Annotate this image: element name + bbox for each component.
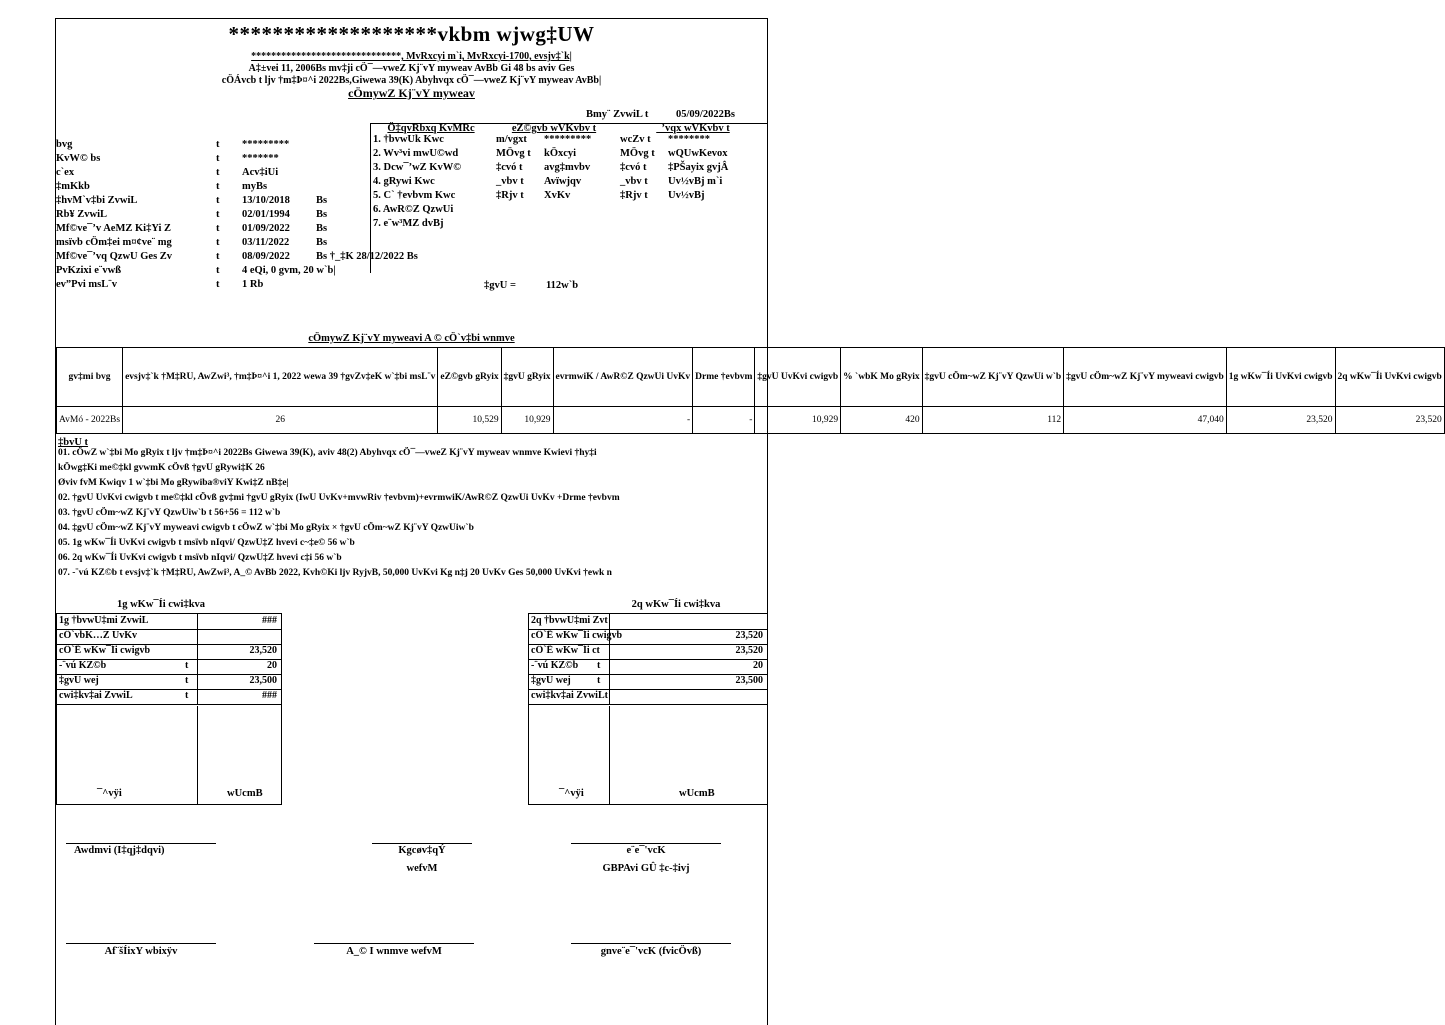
permanent-address-row [618,162,768,176]
signature-internal-audit: Af¨šÍixY wbixÿv [104,946,178,957]
note-line: 03. †gvU cÖm~wZ Kj¨vY QzwUiw`b t 56+56 = 112 w`b [58,508,281,518]
column-header: eZ©gvb gRyix [438,348,501,407]
inst2-colon: t [597,660,601,671]
header-line-4: cÖmywZ Kj¨vY myweav [348,86,475,100]
inst2-colon: t [597,675,601,686]
info-row [56,279,356,293]
installment-2-initial: wUcmB [679,788,715,799]
column-header: gv‡mi bvg [57,348,123,407]
inst1-colon: t [185,675,189,686]
info-row [56,181,356,195]
column-header: evrmwiK / AwR©Z QzwUi UvKv [553,348,693,407]
table-cell: - [553,407,693,434]
inst2-row [529,614,767,630]
inst1-colon: t [185,690,189,701]
inst1-label: ‡gvU wej [59,675,99,686]
divider [197,706,198,804]
permanent-address-row-label: _vbv t [620,176,648,187]
inst1-colon: t [185,660,189,671]
divider [197,689,198,704]
installment-2-sign: ¯^vÿi [559,788,584,799]
info-label: Mf©ve¯’vq QzwU Ges Zv [56,251,173,262]
column-header: evsjv‡`k †M‡RU, AwZwi³, †m‡Þ¤^i 1, 2022 wewa 39 †gvZv‡eK w`‡bi msL¨v [123,348,438,407]
info-colon: t [216,237,220,248]
signature-accounts: A_© I wnmve wefvM [346,946,442,957]
info-colon: t [216,265,220,276]
table-cell: 10,929 [755,407,841,434]
info-value: 4 eQi, 0 gvm, 20 w`b| [242,265,336,276]
current-address-row [494,190,614,204]
inst2-value: 20 [753,660,763,671]
inst2-value: 23,500 [735,675,763,686]
inst2-row [529,674,767,690]
table-title: cÖmywZ Kj¨vY myweavi A © cÖ`v‡bi wnmve [308,333,515,344]
divider [609,674,610,689]
inst1-label: cÖ`vbK…Z UvKv [59,630,138,641]
divider [609,629,610,644]
current-address-row [494,148,614,162]
current-address [494,123,614,204]
info-row [56,251,418,265]
table-cell: AvMó - 2022Bs [57,407,123,434]
column-header: ‡gvU cÖm~wZ Kj¨vY QzwUi w`b [922,348,1064,407]
permanent-address-row [618,176,768,190]
divider [197,674,198,689]
info-unit: Bs [316,237,328,248]
inst2-value: 23,520 [735,630,763,641]
info-value: 08/09/2022 [242,251,290,262]
info-value: 1 Rb [242,279,264,290]
signature-line [314,943,474,944]
info-row [56,237,356,251]
required-doc-item: 6. AwR©Z QzwUi [373,204,454,215]
inst1-label: 1g †bvwU‡mi ZvwiL [59,615,149,626]
installment-1-box [56,613,282,805]
inst2-label: cwi‡kv‡ai ZvwiLt [531,690,608,701]
table-cell: 23,520 [1335,407,1444,434]
required-doc-item: 7. e¨w³MZ dvBj [373,218,444,229]
note-line: 04. ‡gvU cÖm~wZ Kj¨vY myweavi cwigvb t cÖwZ w`‡bi Mo gRyix × †gvU cÖm~wZ Kj¨vY QzwUiw`b [58,523,474,533]
info-value: ******* [242,153,279,164]
note-line: 01. cÖwZ w`‡bi Mo gRyix t ljv †m‡Þ¤^i 2022Bs Giwewa 39(K), aviv 48(2) Abyhvqx cÖ¯—vweZ Kj¨vY myweav wnmve Kwievi †hy‡i [58,448,597,458]
signature-compliance: Kgcøv‡qÝ [398,845,446,856]
inst2-row [529,644,767,660]
signature-hr-payroll: GBPAvi GÛ ‡c-‡ivj [602,863,690,874]
current-address-row-label: m/vgxt [496,134,527,145]
inst2-row [529,689,767,705]
inst2-label: cÖ`Ë wKw¯Íi cwigvb [531,630,623,641]
current-address-row-value: XvKv [544,190,571,201]
permanent-address-row [618,134,768,148]
inst1-label: -¨vú KZ©b [59,660,107,671]
note-line: Øviv fvM Kwiqv 1 w`‡bi Mo gRywiba®viY Kwi‡Z nB‡e| [58,478,289,488]
current-address-row-value: avg‡mvbv [544,162,591,173]
permanent-address-row-label: MÖvg t [620,148,655,159]
inst2-label: cÖ`Ë wKw¯Íi ct [531,645,600,656]
info-colon: t [216,251,220,262]
note-line: 05. 1g wKw¯Íi UvKvi cwigvb t msïvb nIqvi/ QzwU‡Z hvevi c~‡e© 56 w`b [58,538,355,548]
table-cell: 26 [123,407,438,434]
header-line-1: ******************************, MvRxcyi m`i, MvRxcyi-1700, evsjv‡`k| [251,51,572,62]
info-label: Rb¥ ZvwiL [56,209,108,220]
inst1-value: 23,520 [249,645,277,656]
notes-lines [58,448,767,583]
inst1-row [57,629,281,645]
installment-1-initial: wUcmB [227,788,263,799]
issue-date-label: Bmy¨ ZvwiL t [586,109,649,120]
info-label: ‡hvM`v‡bi ZvwiL [56,195,138,206]
signature-line [372,843,472,844]
inst1-label: cwi‡kv‡ai ZvwiL [59,690,133,701]
info-label: msïvb cÖm‡ei m¤¢ve¨ mg [56,237,172,248]
installment-1-sign: ¯^vÿi [97,788,122,799]
permanent-address-rows [618,134,768,204]
inst2-label: 2q †bvwU‡mi Zvt [531,615,608,626]
current-address-row [494,134,614,148]
info-value: 03/11/2022 [242,237,290,248]
permanent-address-row-value: Uv½vBj [668,190,705,201]
signature-compliance-dept: wefvM [406,863,438,874]
info-colon: t [216,209,220,220]
document-page [55,18,1442,1025]
signature-line [571,943,731,944]
benefit-table [56,347,1445,434]
table-cell: 10,929 [501,407,553,434]
current-address-row-label: ‡Rjv t [496,190,524,201]
current-address-row-value: ********* [544,134,592,145]
table-cell: 10,529 [438,407,501,434]
current-address-row-value: Avïwjqv [544,176,582,187]
permanent-address-row-value: Uv½vBj m`i [668,176,723,187]
divider [370,123,371,273]
permanent-address-row [618,190,768,204]
current-address-rows [494,134,614,204]
info-row [56,209,356,223]
inst1-row [57,689,281,705]
info-label: ‡mKkb [56,181,90,192]
table-header-row [57,348,1445,407]
inst1-row [57,644,281,660]
info-row [56,139,356,153]
required-doc-item: 2. Wv³vi mwU©wd [373,148,459,159]
required-doc-item: 1. †bvwUk Kwc [373,134,444,145]
column-header: % `wbK Mo gRyix [841,348,922,407]
current-address-row-value: kÖxcyi [544,148,577,159]
signature-gm: gnve¨e¯'vcK (fvicÖvß) [600,946,702,957]
inst1-row [57,674,281,690]
current-address-row [494,176,614,190]
note-line: 07. -¨vú KZ©b t evsjv‡`k †M‡RU, AwZwi³, A_© AvBb 2022, Kvh©Ki ljv RyjvB, 50,000 UvKvi Kg n‡j 20 UvKv Ges 50,000 UvKvi †ewk n [58,568,612,578]
column-header: ‡gvU cÖm~wZ Kj¨vY myweavi cwigvb [1064,348,1227,407]
permanent-address-row-label: wcZv t [620,134,651,145]
info-value: 01/09/2022 [242,223,290,234]
info-row [56,265,356,279]
signature-line [66,843,216,844]
header-line-3: cÖÁvcb t ljv †m‡Þ¤^i 2022Bs,Giwewa 39(K) Abyhvqx cÖ¯—vweZ Kj¨vY myweav AvBb| [221,75,602,86]
notes-heading: ‡bvU t [58,437,89,448]
note-line: 02. †gvU UvKvi cwigvb t me©‡kl cÖvß gv‡mi †gvU gRyix (IwU UvKv+mvwRiv †evbvm)+evrmwiK/AwR©Z QzwUi UvKv +Drme †evbvm [58,493,620,503]
installment-2-header: 2q wKw¯Íi cwi‡kva [631,599,721,610]
info-colon: t [216,223,220,234]
permanent-address-row-value: ******** [668,134,710,145]
document-title: *******************vkbm wjwg‡UW [228,22,595,46]
current-address-header: eZ©gvb wVKvbv t [511,123,597,134]
installment-2-box [528,613,768,805]
permanent-address-row [618,148,768,162]
info-row [56,223,356,237]
info-unit: Bs [316,223,328,234]
installment-1-header: 1g wKw¯Íi cwi‡kva [116,599,206,610]
info-label: PvKzixi e¨vwß [56,265,122,276]
inst2-row [529,659,767,675]
table-cell: 47,040 [1064,407,1227,434]
column-header: ‡gvU UvKvi cwigvb [755,348,841,407]
info-value: myBs [242,181,268,192]
required-doc-item: 5. C` †evbvm Kwc [373,190,456,201]
divider [197,644,198,659]
info-value: Acv‡iUi [242,167,279,178]
divider [370,123,767,124]
inst1-value: 23,500 [249,675,277,686]
divider [609,706,610,804]
column-header: 1g wKw¯Íi UvKvi cwigvb [1226,348,1335,407]
info-colon: t [216,181,220,192]
required-docs-list [371,134,491,232]
current-address-row [494,162,614,176]
divider [197,614,198,629]
info-colon: t [216,153,220,164]
info-row [56,195,356,209]
permanent-address-row-value: wQUwKevox [668,148,728,159]
table-row [57,407,1445,434]
inst1-value: ### [262,690,277,701]
inst2-row [529,629,767,645]
info-row [56,167,356,181]
info-row [56,153,356,167]
signature-line [571,843,721,844]
note-line: kÖwg‡Ki me©‡kl gvwmK cÖvß †gvU gRywi‡K 26 [58,463,265,473]
required-doc-item: 3. Dcw¯’wZ KvW© [373,162,462,173]
issue-date-value: 05/09/2022Bs [676,109,735,120]
info-unit: Bs †_‡K 28/12/2022 Bs [316,251,418,262]
column-header: Drme †evbvm [693,348,755,407]
permanent-address-header: ¯’vqx wVKvbv t [656,123,730,134]
notes-section [58,437,767,583]
inst1-row [57,659,281,675]
info-colon: t [216,167,220,178]
divider [197,659,198,674]
permanent-address-row-label: ‡cvó t [620,162,647,173]
current-address-row-label: _vbv t [496,176,524,187]
info-colon: t [216,279,220,290]
info-label: ev”Pvi msL¨v [56,279,117,290]
signature-line [66,943,216,944]
header-line-2: A‡±vei 11, 2006Bs mv‡ji cÖ¯—vweZ Kj¨vY myweav AvBb Gi 48 bs aviv Ges [248,63,575,74]
table-cell: - [693,407,755,434]
inst2-label: -¨vú KZ©b [531,660,579,671]
info-colon: t [216,195,220,206]
divider [609,644,610,659]
info-label: bvg [56,139,73,150]
info-label: c`ex [56,167,75,178]
divider [197,629,198,644]
divider [609,614,610,629]
note-line: 06. 2q wKw¯Íi UvKvi cwigvb t msïvb nIqvi/ QzwU‡Z hvevi c‡i 56 w`b [58,553,342,563]
table-cell: 420 [841,407,922,434]
info-value: 02/01/1994 [242,209,290,220]
total-days-value: 112w`b [546,280,579,291]
required-documents [371,123,491,232]
info-value: ********* [242,139,290,150]
current-address-row-label: ‡cvó t [496,162,523,173]
current-address-row-label: MÖvg t [496,148,531,159]
info-value: 13/10/2018 [242,195,290,206]
signature-manager: e¨e¯'vcK [626,845,666,856]
required-docs-header: Ö‡qvRbxq KvMRc [387,123,475,134]
info-label: KvW© bs [56,153,101,164]
info-label: Mf©ve¯’v AeMZ Ki‡Yi Z [56,223,172,234]
info-colon: t [216,139,220,150]
column-header: 2q wKw¯Íi UvKvi cwigvb [1335,348,1444,407]
divider [609,689,610,704]
inst1-label: cÖ`Ë wKw¯Íi cwigvb [59,645,151,656]
signature-officer-welfare: Awdmvi (I‡qj‡dqvi) [74,845,165,856]
required-doc-item: 4. gRywi Kwc [373,176,435,187]
inst1-value: 20 [267,660,277,671]
info-unit: Bs [316,209,328,220]
info-unit: Bs [316,195,328,206]
inst2-value: 23,520 [735,645,763,656]
permanent-address [618,123,768,204]
column-header: ‡gvU gRyix [501,348,553,407]
table-cell: 112 [922,407,1064,434]
inst1-row [57,614,281,630]
permanent-address-row-value: ‡PŠayix gvjÂ [668,162,729,173]
inst2-label: ‡gvU wej [531,675,571,686]
inst1-value: ### [262,615,277,626]
table-cell: 23,520 [1226,407,1335,434]
divider [609,659,610,674]
permanent-address-row-label: ‡Rjv t [620,190,648,201]
total-days-label: ‡gvU = [484,280,516,291]
